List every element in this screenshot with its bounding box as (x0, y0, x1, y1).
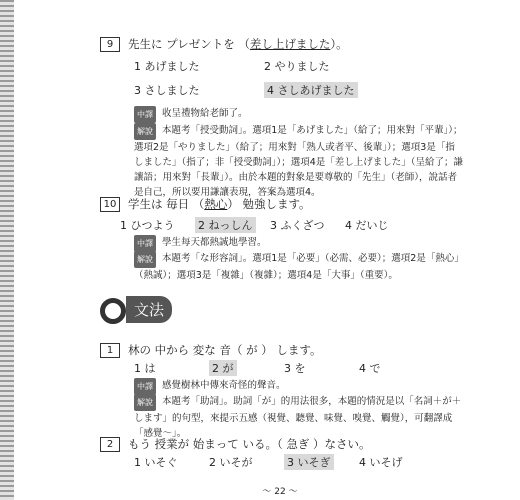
grammar-question-2 (100, 436, 371, 452)
binding-edge (0, 0, 14, 500)
question-answer-word: 差し上げました (249, 37, 331, 51)
explain-tag: 解說 (134, 251, 156, 268)
choice: 4 だいじ (345, 219, 389, 232)
translation-10: 中譯 學生每天都熱誠地學習。 (134, 235, 267, 252)
translate-tag: 中譯 (134, 106, 156, 123)
choice: 3 を (284, 362, 306, 375)
translation-g1: 中譯 感覺樹林中傳來奇怪的聲音。 (134, 378, 286, 395)
choices-g2 (134, 454, 434, 470)
question-text: 先生に プレゼントを （ (128, 37, 250, 51)
explanation-g1: 解說 本題考「助詞」。助詞「が」的用法很多，本題的情況是以「名詞＋が＋します」的句型，來提示五感（視覺、聽覺、味覺、嗅覺、觸覺），可翻譯成「感覺～」。 (134, 396, 462, 439)
choice-correct: 3 いそぎ (284, 454, 359, 470)
choices-9 (134, 58, 394, 98)
explanation-10: 解說 本題考「な形容詞」。選項1是「必要」（必需、必要）；選項2是「熱心」（熱誠）；選項3是「複雜」（複雜）；選項4是「大事」（重要）。 (134, 253, 464, 281)
translate-tag: 中譯 (134, 378, 156, 395)
page-number: ～ 22 ～ (262, 487, 298, 497)
question-text-end: ）。 (330, 37, 348, 51)
choice: 2 いそが (209, 456, 253, 469)
choice-correct: 4 さしあげました (264, 82, 394, 98)
choice-correct: 2 ねっしん (195, 217, 270, 233)
question-answer-word: 熱心 (204, 197, 228, 211)
question-number: 2 (100, 437, 120, 452)
section-icon (100, 298, 126, 324)
choice: 4 で (359, 362, 381, 375)
question-number: 10 (100, 197, 120, 212)
question-number: 9 (100, 37, 120, 52)
choice: 1 あげました (134, 60, 200, 73)
choices-10 (120, 217, 420, 233)
explain-tag: 解說 (134, 394, 156, 411)
choice: 1 ひつよう (120, 219, 175, 232)
section-title: 文法 (126, 296, 172, 323)
choice-correct: 2 が (209, 360, 284, 376)
question-number: 1 (100, 343, 120, 358)
choice: 3 ふくざつ (270, 219, 325, 232)
choice: 4 いそげ (359, 456, 403, 469)
translate-tag: 中譯 (134, 235, 156, 252)
question-text: 林の 中から 変な 音（ が ） します。 (128, 343, 322, 357)
section-header (100, 296, 460, 326)
explanation-9: 解說 本題考「授受動詞」。選項1是「あげました」（給了；用來對「平輩」）；選項2是「やりました」（給了；用來對「熟人或者平、後輩」）；選項3是「指しました」（指了；非「授受動詞」）；選項4是「差し上げました」（呈給了；謙讓語；用來對「長輩」）。由於本題的對象是要尊敬的「先生」（老師），說話者是自己，所以要用謙讓表現，答案為選項4。 (134, 125, 464, 198)
choice: 1 は (134, 362, 156, 375)
question-text-end: ） 勉強します。 (227, 197, 311, 211)
question-text: もう 授業が 始まって いる。（ 急ぎ ）なさい。 (128, 437, 371, 451)
choice: 2 やりました (264, 60, 330, 73)
explain-tag: 解說 (134, 123, 156, 140)
choice: 3 さしました (134, 84, 200, 97)
question-9 (100, 36, 348, 52)
translation-9: 中譯 收呈禮物給老師了。 (134, 106, 248, 123)
choices-g1 (134, 360, 434, 376)
choice: 1 いそぐ (134, 456, 178, 469)
grammar-question-1 (100, 342, 322, 358)
question-text: 学生は 毎日 （ (128, 197, 205, 211)
question-10 (100, 196, 311, 212)
